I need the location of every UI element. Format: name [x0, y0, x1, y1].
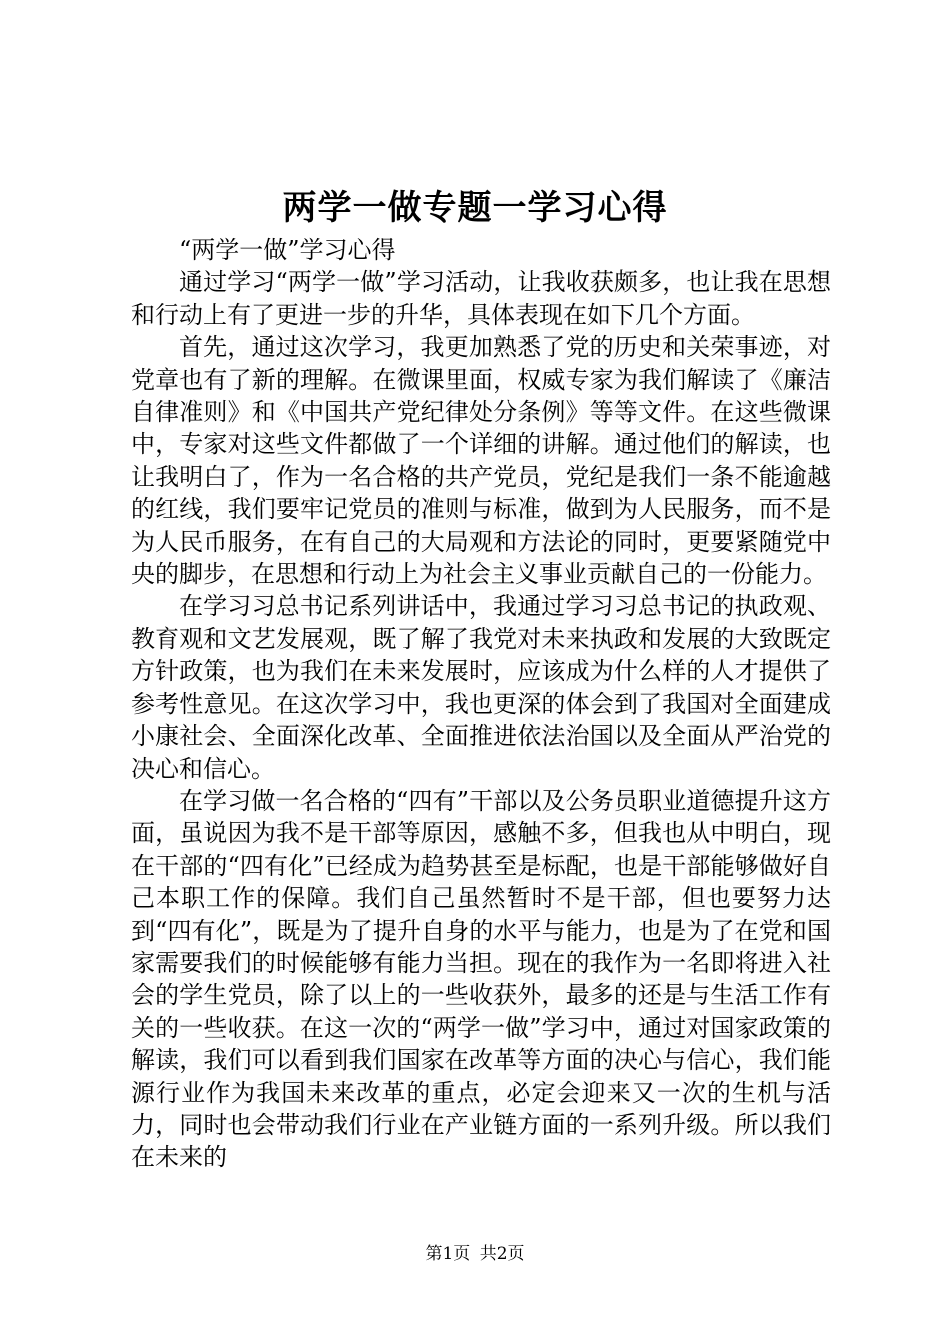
- paragraph: 在学习做一名合格的“四有”干部以及公务员职业道德提升这方面，虽说因为我不是干部等原因，感触不多，但我也从中明白，现在干部的“四有化”已经成为趋势甚至是标配，也是干部能够做好自己本职工作的保障。我们自己虽然暂时不是干部，但也要努力达到“四有化”，既是为了提升自身的水平与能力，也是为了在党和国家需要我们的时候能够有能力当担。现在的我作为一名即将进入社会的学生党员，除了以上的一些收获外，最多的还是与生活工作有关的一些收获。在这一次的“两学一做”学习中，通过对国家政策的解读，我们可以看到我们国家在改革等方面的决心与信心，我们能源行业作为我国未来改革的重点，必定会迎来又一次的生机与活力，同时也会带动我们行业在产业链方面的一系列升级。所以我们在未来的: [131, 786, 831, 1172]
- page-footer: [0, 1242, 950, 1266]
- document-title: 两学一做专题一学习心得: [282, 188, 668, 228]
- page-number-current: 第1页: [425, 1244, 471, 1264]
- paragraph: 在学习习总书记系列讲话中，我通过学习习总书记的执政观、教育观和文艺发展观，既了解了我党对未来执政和发展的大致既定方针政策，也为我们在未来发展时，应该成为什么样的人才提供了参考性意见。在这次学习中，我也更深的体会到了我国对全面建成小康社会、全面深化改革、全面推进依法治国以及全面从严治党的决心和信心。: [131, 592, 831, 783]
- page-number-total: 共2页: [479, 1244, 525, 1264]
- paragraph: 通过学习“两学一做”学习活动，让我收获颇多，也让我在思想和行动上有了更进一步的升华，具体表现在如下几个方面。: [131, 268, 831, 329]
- document-body: [131, 234, 831, 1174]
- paragraph: 首先，通过这次学习，我更加熟悉了党的历史和关荣事迹，对党章也有了新的理解。在微课里面，权威专家为我们解读了《廉洁自律准则》和《中国共产党纪律处分条例》等等文件。在这些微课中，专家对这些文件都做了一个详细的讲解。通过他们的解读，也让我明白了，作为一名合格的共产党员，党纪是我们一条不能逾越的红线，我们要牢记党员的准则与标准，做到为人民服务，而不是为人民币服务，在有自己的大局观和方法论的同时，更要紧随党中央的脚步，在思想和行动上为社会主义事业贡献自己的一份能力。: [131, 333, 831, 589]
- paragraph-subtitle: “两学一做”学习心得: [179, 236, 396, 264]
